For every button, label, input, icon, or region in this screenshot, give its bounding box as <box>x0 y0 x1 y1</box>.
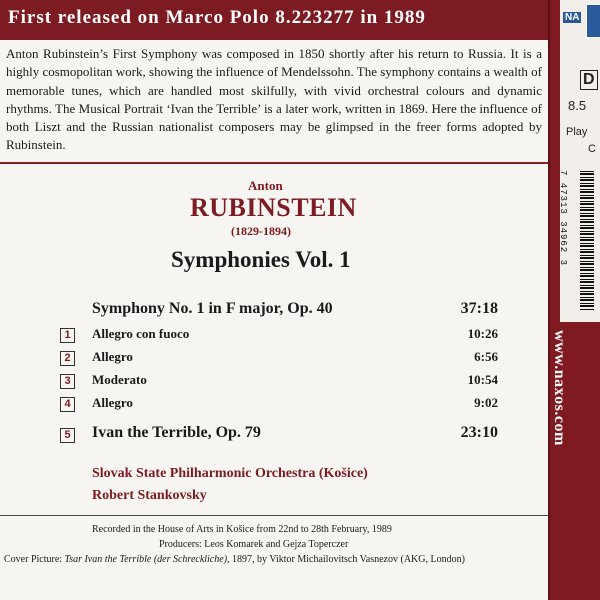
track-row <box>0 349 548 371</box>
spine-label-d: D <box>580 70 598 90</box>
track-row <box>0 326 548 348</box>
track-row <box>0 395 548 417</box>
naxos-url[interactable]: www.naxos.com <box>551 330 568 446</box>
track-title: Allegro con fuoco <box>92 326 190 341</box>
conductor-name: Robert Stankovsky <box>92 488 207 503</box>
track-number: 1 <box>60 328 75 343</box>
barcode <box>580 170 594 310</box>
orchestra-name: Slovak State Philharmonic Orchestra (Košice) <box>92 466 368 481</box>
spine-c: C <box>588 143 596 155</box>
recording-info: Recorded in the House of Arts in Košice from 22nd to 28th February, 1989 <box>92 524 392 535</box>
work-time: 37:18 <box>460 300 498 317</box>
naxos-logo <box>586 4 600 38</box>
work-time: 23:10 <box>460 424 498 441</box>
track-number: 4 <box>60 397 75 412</box>
spine-catalog: 8.5 <box>568 98 587 113</box>
track-number: 3 <box>60 374 75 389</box>
work-title: Ivan the Terrible, Op. 79 <box>92 424 261 441</box>
composer-first-name: Anton <box>248 178 283 193</box>
track-number: 2 <box>60 351 75 366</box>
cover-picture-info <box>4 552 465 567</box>
barcode-digits: 7 47313 34962 3 <box>558 170 568 267</box>
cover-label: Cover Picture: <box>4 554 63 565</box>
track-time: 10:54 <box>467 372 498 387</box>
intro-paragraph: Anton Rubinstein’s First Symphony was composed in 1850 shortly after his return to Russia. It is a highly cosmopolitan work, showing the influence of Mendelssohn. The symphony contains a wealth of memorable tunes, which are handled most skilfully, with vivid orchestral colours and dynamic rhythms. The Musical Portrait ‘Ivan the Terrible’ is a later work, written in 1869. Here the influence of both Liszt and the Russian nationalist composers may be glimpsed in the freer forms adopted by Rubinstein. <box>6 46 542 153</box>
release-line: First released on Marco Polo 8.223277 in 1989 <box>8 7 426 28</box>
track-time: 6:56 <box>474 349 498 364</box>
track-title: Allegro <box>92 395 133 410</box>
track-number: 5 <box>60 428 75 443</box>
work-ivan-row <box>0 424 548 446</box>
producers-info: Producers: Leos Komarek and Gejza Toperczer <box>159 539 349 550</box>
track-title: Moderato <box>92 372 147 387</box>
cover-rest: , 1897, by Viktor Michailovitsch Vasnezov (AKG, London) <box>227 554 465 565</box>
divider-line <box>0 162 548 164</box>
spine-label-na: NA <box>565 12 580 23</box>
track-row <box>0 372 548 394</box>
track-title: Allegro <box>92 349 133 364</box>
album-title: Symphonies Vol. 1 <box>171 247 351 272</box>
credits-separator <box>0 515 548 516</box>
composer-last-name: RUBINSTEIN <box>190 193 357 222</box>
work-symphony-row <box>0 300 548 322</box>
spine-play: Play <box>566 126 588 138</box>
work-title: Symphony No. 1 in F major, Op. 40 <box>92 300 333 317</box>
release-banner <box>0 0 548 40</box>
track-time: 10:26 <box>467 326 498 341</box>
cover-title: Tsar Ivan the Terrible (der Schreckliche) <box>64 554 228 565</box>
track-time: 9:02 <box>474 395 498 410</box>
composer-dates: (1829-1894) <box>231 224 291 238</box>
intro-text <box>6 45 542 155</box>
